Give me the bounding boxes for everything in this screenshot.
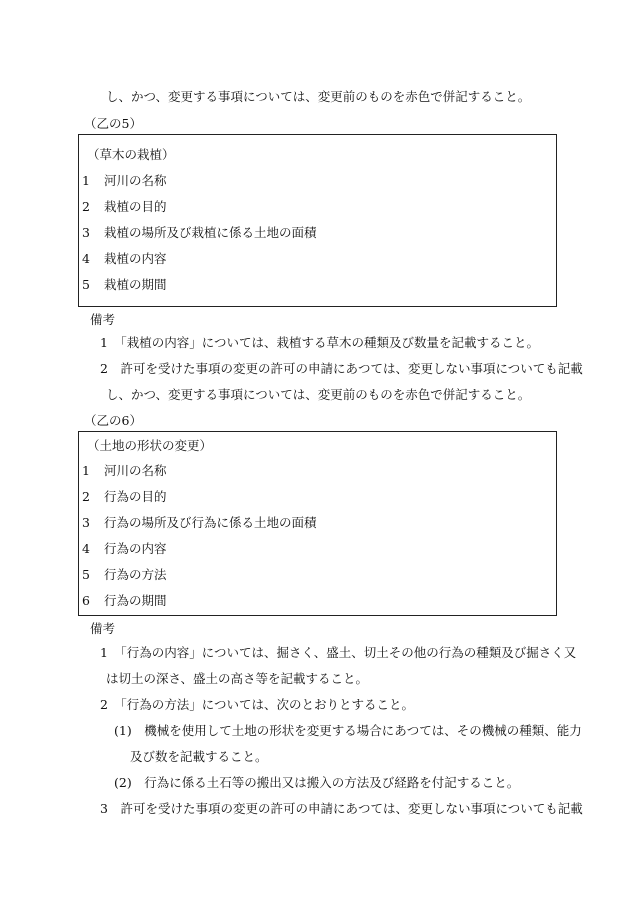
section-label-5: （乙の5） [84, 116, 142, 131]
list-item: 5 行為の方法 [82, 567, 167, 582]
remark-line: (1) 機械を使用して土地の形状を変更する場合にあつては、その機械の種類、能力 [114, 723, 582, 738]
remark-line: 2 「行為の方法」については、次のとおりとすること。 [100, 697, 414, 712]
list-item: 1 河川の名称 [82, 463, 167, 478]
list-item: 3 行為の場所及び行為に係る土地の面積 [82, 515, 317, 530]
list-item: 5 栽植の期間 [82, 277, 167, 292]
list-item: 3 栽植の場所及び栽植に係る土地の面積 [82, 225, 317, 240]
remark-line: (2) 行為に係る土石等の搬出又は搬入の方法及び経路を付記すること。 [114, 775, 520, 790]
remark-line: 1 「行為の内容」については、掘さく、盛土、切土その他の行為の種類及び掘さく又 [100, 645, 577, 660]
remark-line: は切土の深さ、盛土の高さ等を記載すること。 [106, 671, 369, 686]
remarks-heading-6: 備考 [90, 621, 116, 636]
remark-line: 2 許可を受けた事項の変更の許可の申請にあつては、変更しない事項についても記載 [100, 361, 583, 376]
box-title-5: （草木の栽植） [87, 147, 175, 162]
list-item: 4 行為の内容 [82, 541, 167, 556]
continuation-line: し、かつ、変更する事項については、変更前のものを赤色で併記すること。 [106, 89, 531, 104]
section-label-6: （乙の6） [84, 413, 142, 428]
form-box-6 [78, 431, 557, 616]
list-item: 6 行為の期間 [82, 593, 167, 608]
remark-line: 3 許可を受けた事項の変更の許可の申請にあつては、変更しない事項についても記載 [100, 801, 583, 816]
remarks-heading-5: 備考 [90, 312, 116, 327]
list-item: 4 栽植の内容 [82, 251, 167, 266]
box-title-6: （土地の形状の変更） [87, 438, 213, 453]
remark-line: 1 「栽植の内容」については、栽植する草木の種類及び数量を記載すること。 [100, 335, 539, 350]
list-item: 1 河川の名称 [82, 173, 167, 188]
list-item: 2 行為の目的 [82, 489, 167, 504]
remark-line: し、かつ、変更する事項については、変更前のものを赤色で併記すること。 [106, 387, 531, 402]
list-item: 2 栽植の目的 [82, 199, 167, 214]
remark-line: 及び数を記載すること。 [130, 749, 268, 764]
form-box-5 [78, 134, 557, 307]
